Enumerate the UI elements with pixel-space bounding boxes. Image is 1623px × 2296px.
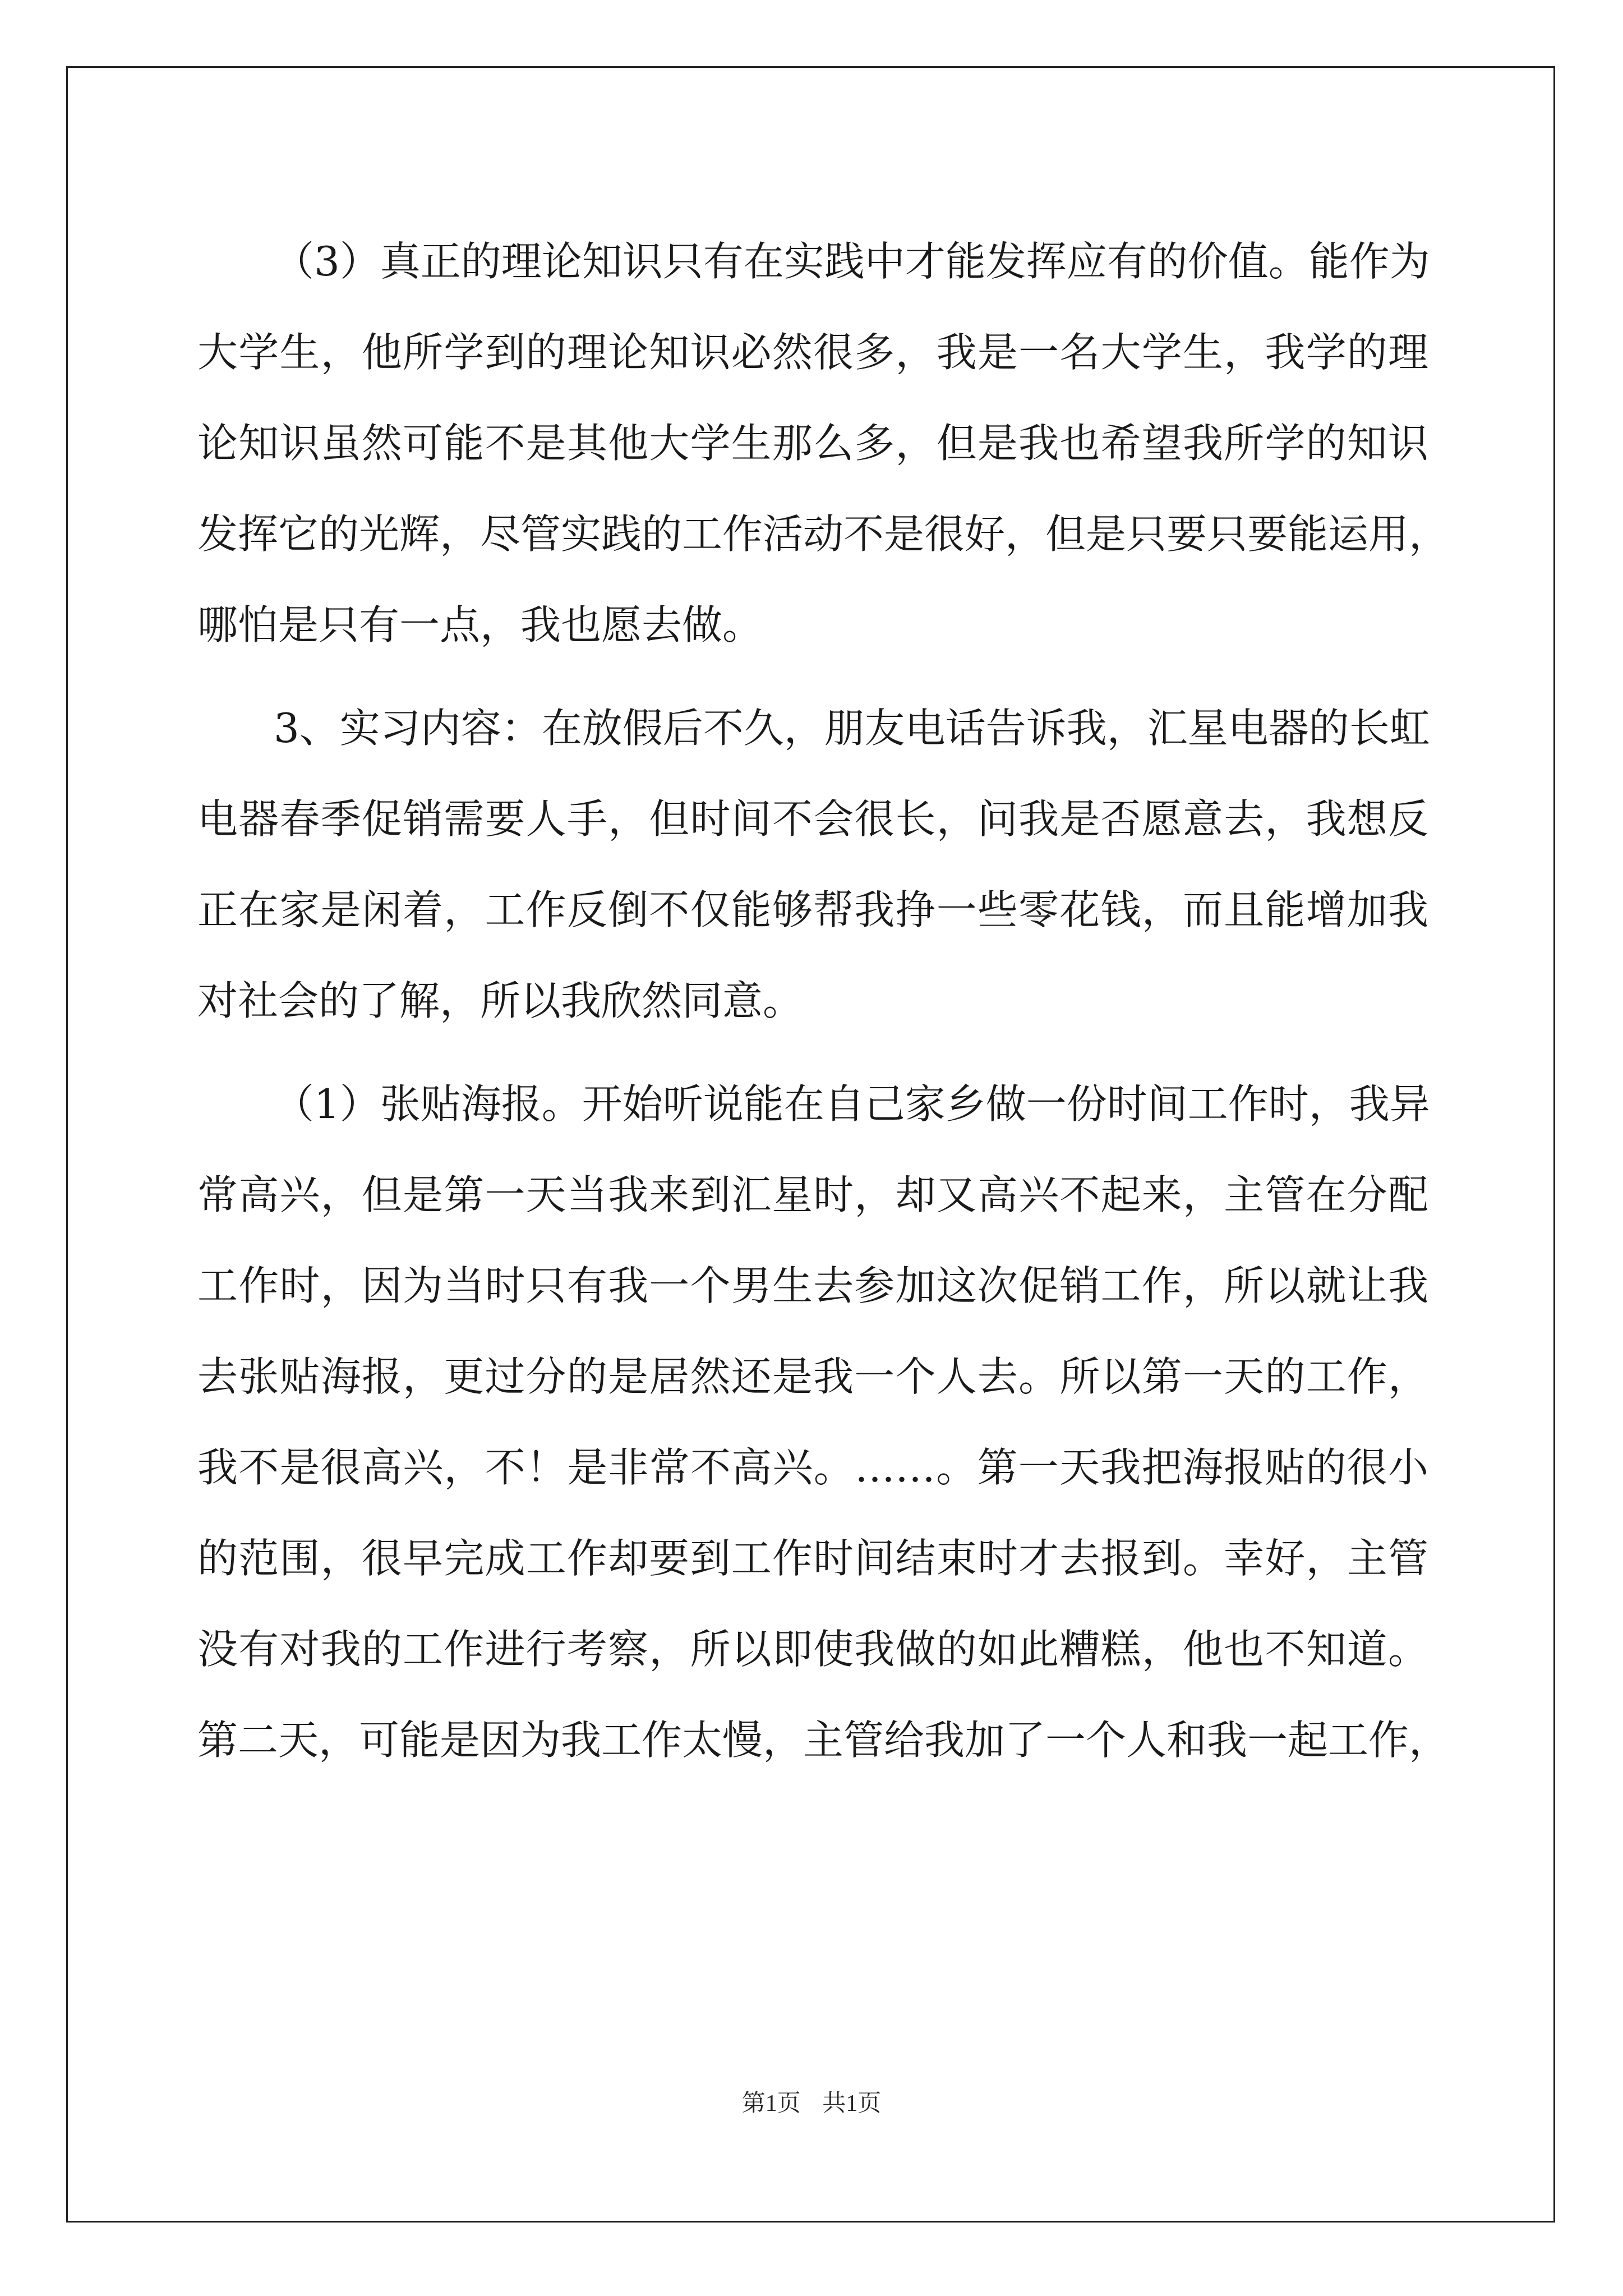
text-line: 大学生，他所学到的理论知识必然很多，我是一名大学生，我学的理 [197, 329, 1428, 376]
text-line: 我不是很高兴，不！是非常不高兴。……。第一天我把海报贴的很小 [197, 1444, 1428, 1491]
text-line: 去张贴海报，更过分的是居然还是我一个人去。所以第一天的工作， [197, 1353, 1428, 1400]
paragraph-theory-practice [197, 216, 1450, 670]
text-line: 工作时，因为当时只有我一个男生去参加这次促销工作，所以就让我 [197, 1262, 1428, 1309]
text-line: 常高兴，但是第一天当我来到汇星时，却又高兴不起来，主管在分配 [197, 1171, 1428, 1218]
paragraph-poster-work [197, 1059, 1450, 1786]
document-body [197, 216, 1450, 1786]
text-line: 没有对我的工作进行考察，所以即使我做的如此糟糕，他也不知道。 [197, 1626, 1428, 1673]
paragraph-internship-content [197, 683, 1428, 1046]
text-line: 发挥它的光辉，尽管实践的工作活动不是很好，但是只要只要能运用， [197, 510, 1450, 558]
text-line: 第二天，可能是因为我工作太慢，主管给我加了一个人和我一起工作， [197, 1717, 1450, 1764]
page-number-total: 共1页 [822, 2091, 882, 2116]
text-line: （3）真正的理论知识只有在实践中才能发挥应有的价值。能作为 [274, 238, 1430, 285]
text-line: 的范围，很早完成工作却要到工作时间结束时才去报到。幸好，主管 [197, 1535, 1428, 1582]
text-line: 对社会的了解，所以我欣然同意。 [197, 977, 804, 1024]
text-line: 3、实习内容：在放假后不久，朋友电话告诉我，汇星电器的长虹 [274, 705, 1430, 752]
text-line: 论知识虽然可能不是其他大学生那么多，但是我也希望我所学的知识 [197, 420, 1428, 467]
text-line: 正在家是闲着，工作反倒不仅能够帮我挣一些零花钱，而且能增加我 [197, 886, 1428, 933]
text-line: （1）张贴海报。开始听说能在自己家乡做一份时间工作时，我异 [274, 1080, 1430, 1128]
page-number-current: 第1页 [741, 2091, 801, 2116]
page-footer [0, 2087, 1623, 2120]
text-line: 电器春季促销需要人手，但时间不会很长，问我是否愿意去，我想反 [197, 795, 1428, 843]
text-line: 哪怕是只有一点，我也愿去做。 [197, 601, 763, 648]
